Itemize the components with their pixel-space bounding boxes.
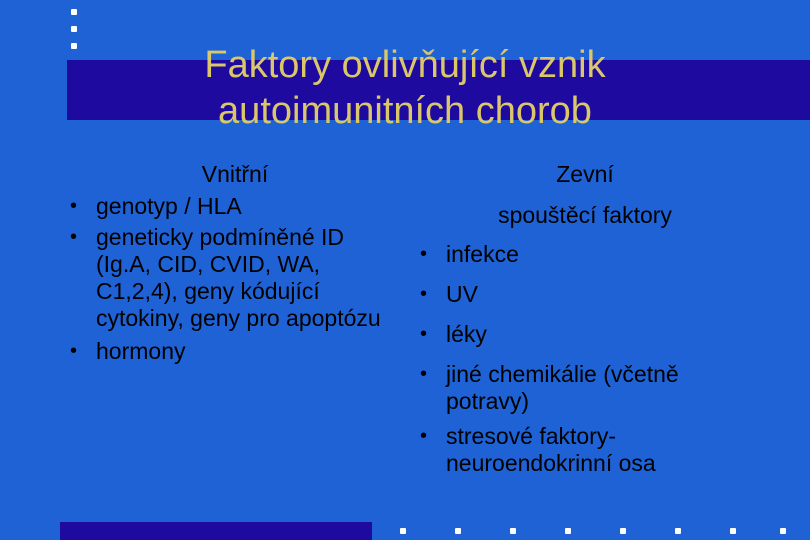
- bottom-decorative-band: [60, 522, 372, 540]
- slide-title: [100, 42, 710, 134]
- list-item: • stresové faktory-neuroendokrinní osa: [420, 423, 740, 477]
- right-bullet-list: [420, 241, 740, 477]
- bottom-dot: [780, 528, 786, 534]
- list-item: • genotyp / HLA: [70, 193, 390, 220]
- left-column: [70, 161, 390, 365]
- list-item: • UV: [420, 281, 740, 308]
- list-item: • hormony: [70, 338, 390, 365]
- bottom-dot: [510, 528, 516, 534]
- right-column: [420, 161, 740, 477]
- list-item: • léky: [420, 321, 740, 348]
- bottom-dot: [675, 528, 681, 534]
- title-line-2: autoimunitních chorob: [218, 90, 592, 132]
- right-heading-line-1: Zevní: [556, 161, 614, 187]
- list-item: • infekce: [420, 241, 740, 268]
- corner-dot: [71, 26, 77, 32]
- title-line-1: Faktory ovlivňující vznik: [204, 44, 606, 86]
- bottom-dot: [455, 528, 461, 534]
- list-item: • geneticky podmíněné ID (Ig.A, CID, CVID, WA, C1,2,4), geny kódující cytokiny, geny pro apoptózu: [70, 224, 390, 332]
- right-heading-line-2: spouštěcí faktory: [498, 202, 672, 228]
- left-heading: Vnitřní: [201, 161, 269, 187]
- bottom-dot: [730, 528, 736, 534]
- bottom-dot: [400, 528, 406, 534]
- bottom-dot: [620, 528, 626, 534]
- left-bullet-list: [70, 193, 390, 365]
- bottom-dot: [565, 528, 571, 534]
- corner-dot: [71, 9, 77, 15]
- list-item: • jiné chemikálie (včetně potravy): [420, 361, 740, 415]
- corner-dot: [71, 43, 77, 49]
